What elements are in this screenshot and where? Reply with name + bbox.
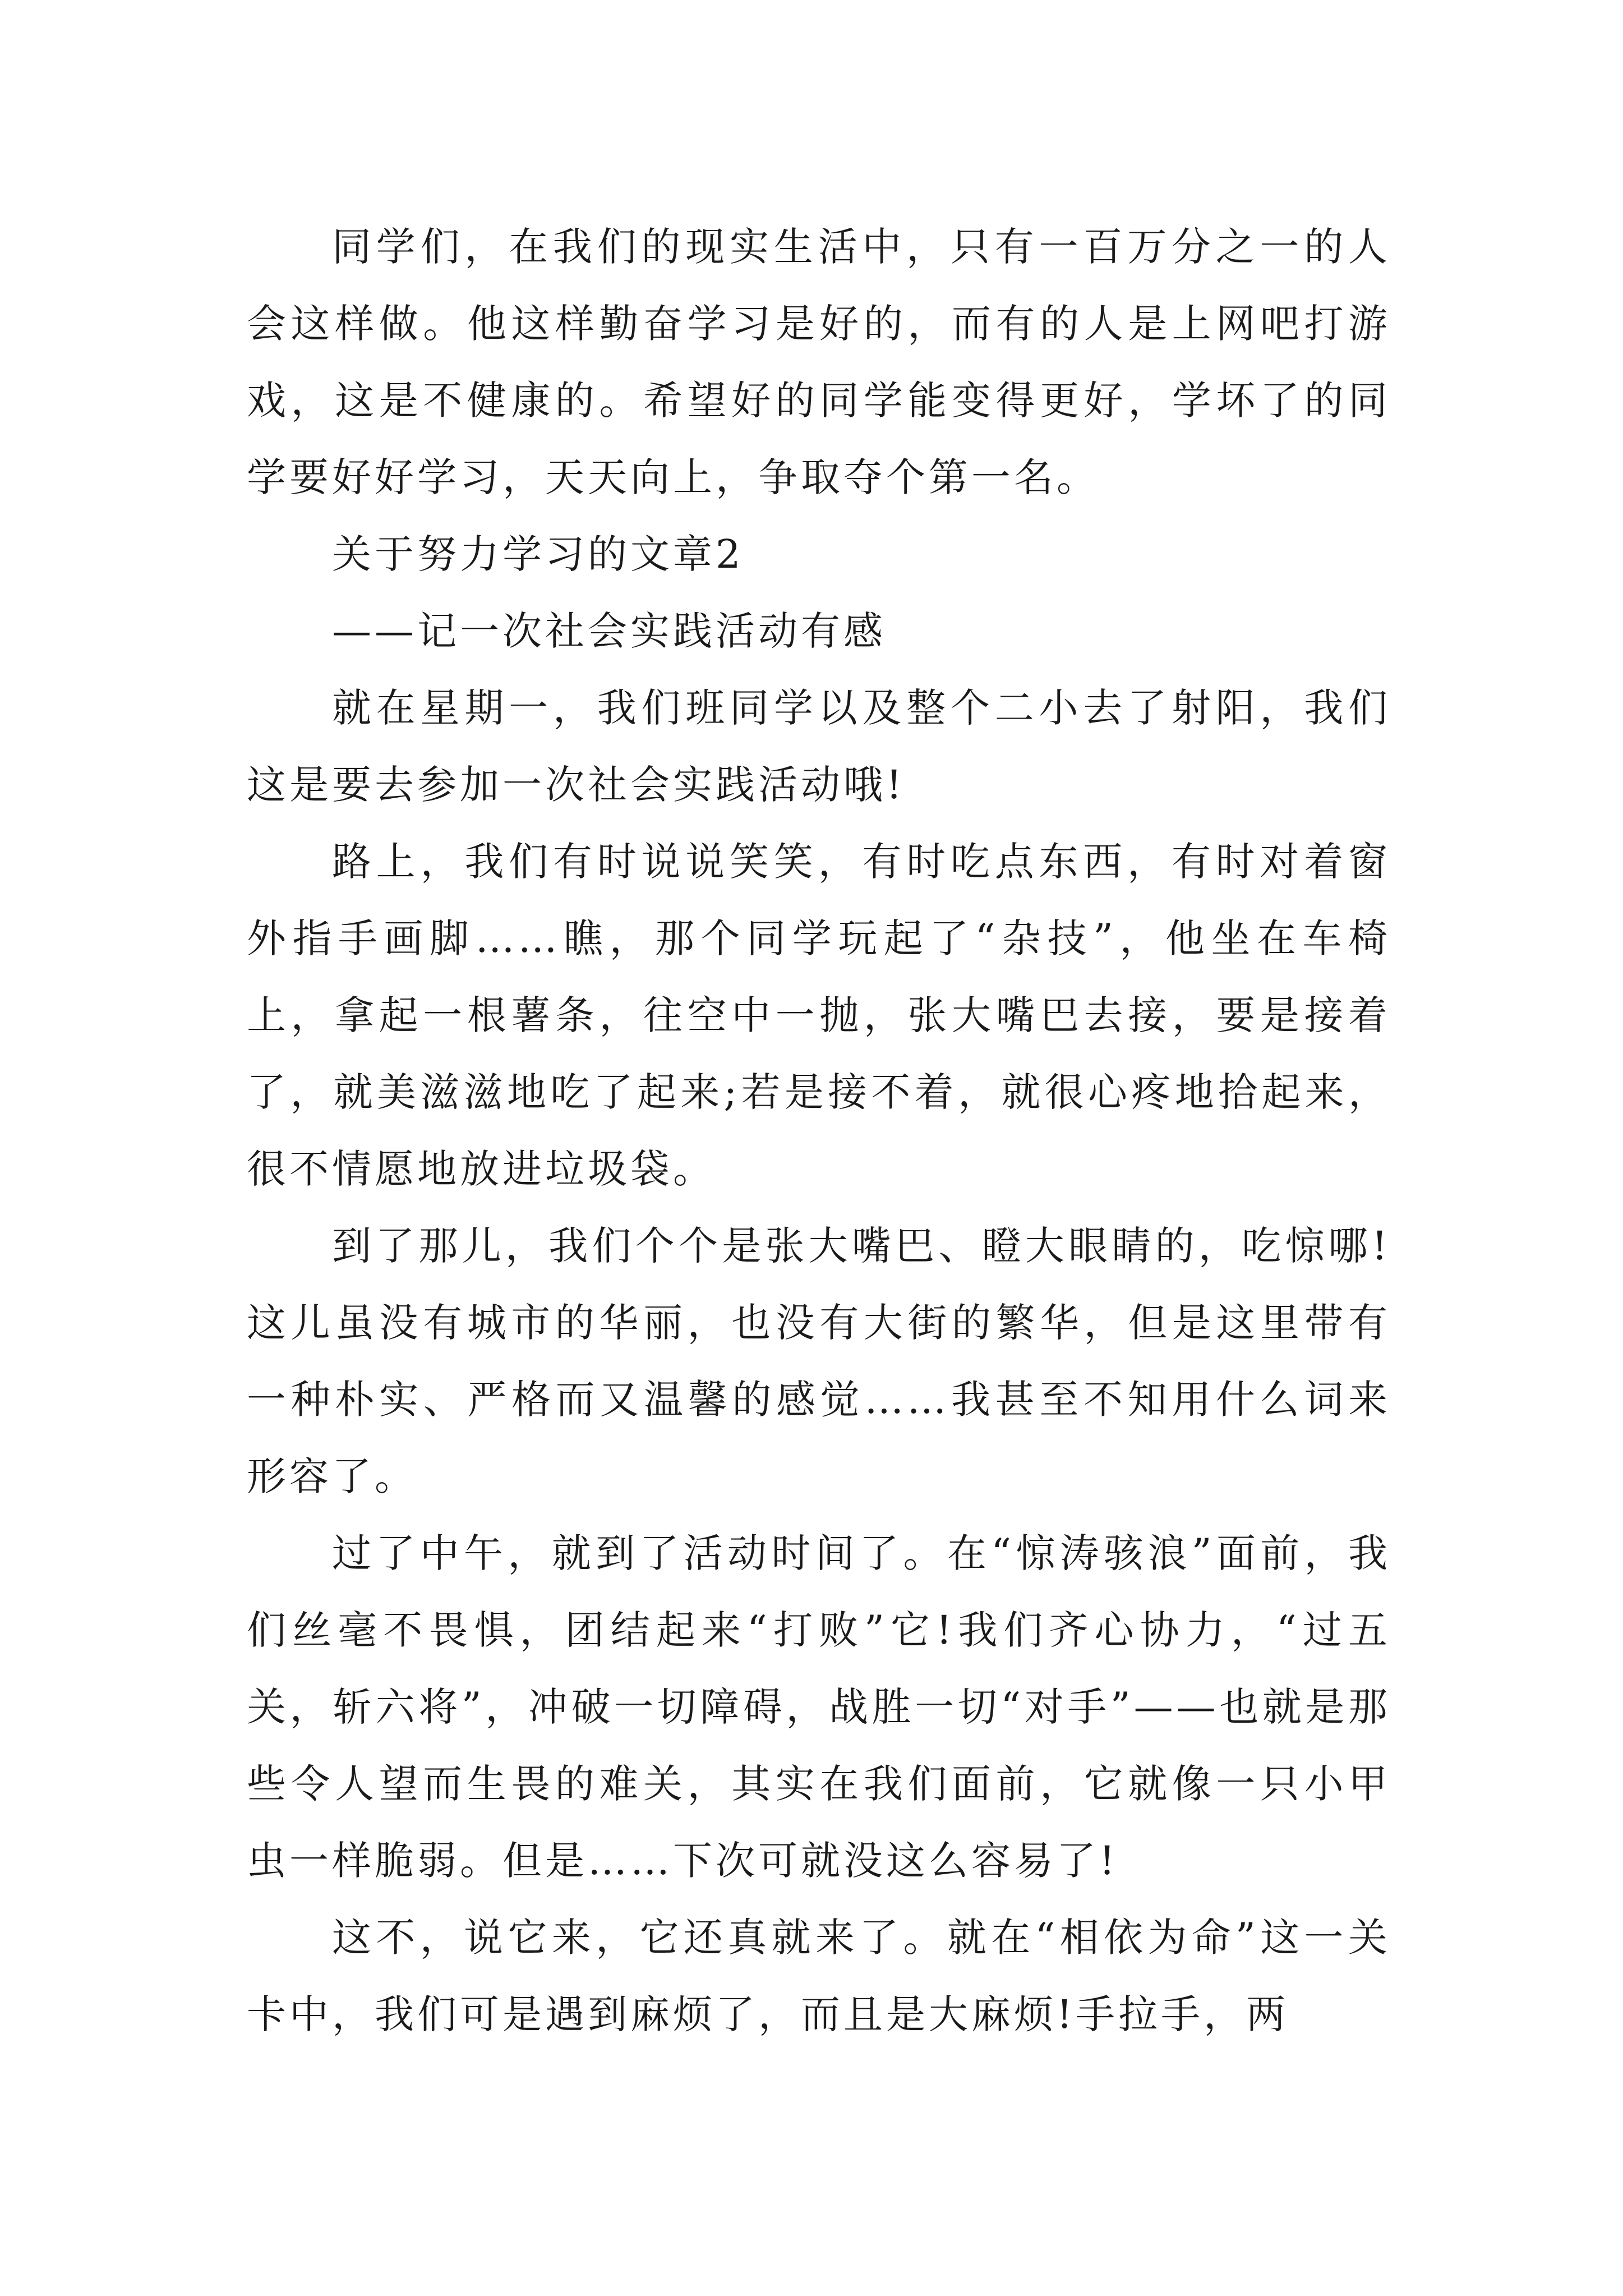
paragraph-1: 同学们，在我们的现实生活中，只有一百万分之一的人会这样做。他这样勤奋学习是好的，而有的人是上网吧打游戏，这是不健康的。希望好的同学能变得更好，学坏了的同学要好好学习，天天向上，争取夺个第一名。 bbox=[247, 224, 1391, 500]
paragraph-5: 过了中午，就到了活动时间了。在“惊涛骇浪”面前，我们丝毫不畏惧，团结起来“打败”它!我们齐心协力，“过五关，斩六将”，冲破一切障碍，战胜一切“对手”——也就是那些令人望而生畏的难关，其实在我们面前，它就像一只小甲虫一样脆弱。但是……下次可就没这么容易了! bbox=[247, 1530, 1391, 1884]
article-subtitle: ——记一次社会实践活动有感 bbox=[332, 608, 886, 654]
paragraph-3: 路上，我们有时说说笑笑，有时吃点东西，有时对着窗外指手画脚……瞧，那个同学玩起了“杂技”，他坐在车椅上，拿起一根薯条，往空中一抛，张大嘴巴去接，要是接着了，就美滋滋地吃了起来;若是接不着，就很心疼地拾起来，很不情愿地放进垃圾袋。 bbox=[247, 839, 1391, 1192]
paragraph-6: 这不，说它来，它还真就来了。就在“相依为命”这一关卡中，我们可是遇到麻烦了，而且是大麻烦!手拉手，两 bbox=[247, 1915, 1391, 2037]
article-title: 关于努力学习的文章2 bbox=[332, 531, 744, 577]
document-body bbox=[247, 209, 1391, 2053]
paragraph-2: 就在星期一，我们班同学以及整个二小去了射阳，我们这是要去参加一次社会实践活动哦! bbox=[247, 685, 1391, 808]
paragraph-4: 到了那儿，我们个个是张大嘴巴、瞪大眼睛的，吃惊哪!这儿虽没有城市的华丽，也没有大街的繁华，但是这里带有一种朴实、严格而又温馨的感觉……我甚至不知用什么词来形容了。 bbox=[247, 1223, 1391, 1499]
